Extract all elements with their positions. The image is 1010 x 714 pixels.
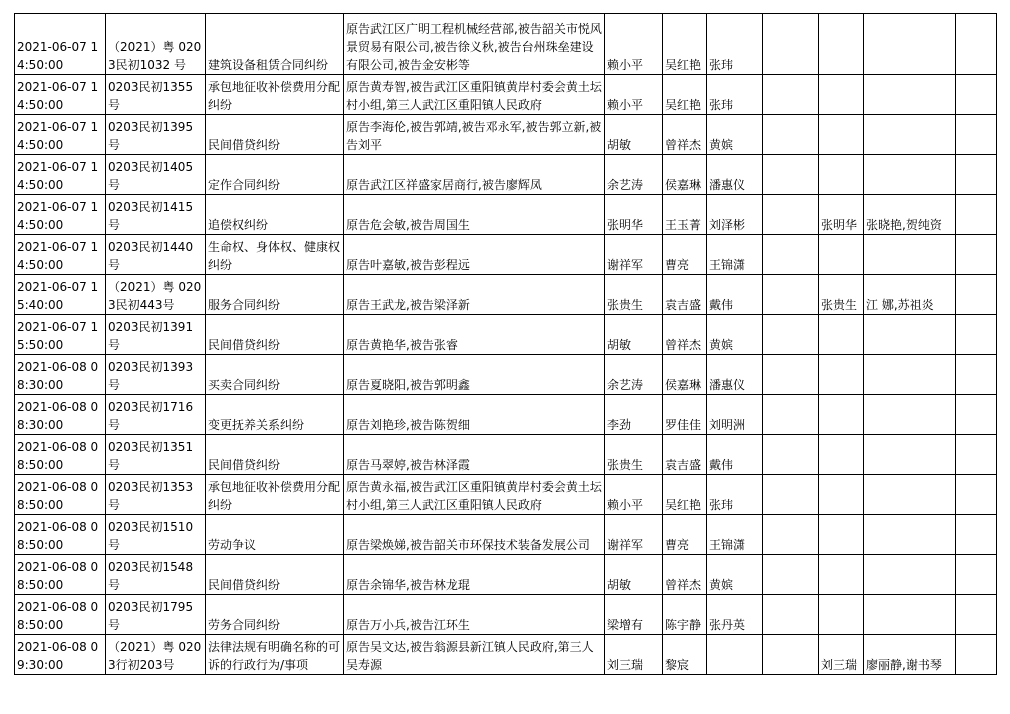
table-row (15, 515, 997, 555)
panel-member: 曾祥杰 (663, 315, 707, 355)
presiding-judge: 赖小平 (605, 475, 663, 515)
case-parties: 原告黄永福,被告武江区重阳镇黄岸村委会黄土坛村小组,第三人武江区重阳镇人民政府 (344, 475, 605, 515)
panel-member: 王玉菁 (663, 195, 707, 235)
panel-members-extra (864, 155, 956, 195)
blank-cell (956, 395, 997, 435)
panel-member: 袁吉盛 (663, 275, 707, 315)
panel-members-extra (864, 555, 956, 595)
case-cause: 劳务合同纠纷 (206, 595, 344, 635)
table-row (15, 275, 997, 315)
panel-members-extra (864, 475, 956, 515)
hearing-time: 2021-06-08 08:30:00 (15, 355, 106, 395)
case-parties: 原告李海伦,被告郭靖,被告邓永军,被告郭立新,被告刘平 (344, 115, 605, 155)
case-number: 0203民初1795 号 (106, 595, 206, 635)
case-number: 0203民初1351 号 (106, 435, 206, 475)
blank-cell (763, 555, 819, 595)
panel-members-extra: 江 娜,苏祖炎 (864, 275, 956, 315)
blank-cell (956, 275, 997, 315)
case-parties: 原告叶嘉敏,被告彭程远 (344, 235, 605, 275)
table-row (15, 75, 997, 115)
case-cause: 服务合同纠纷 (206, 275, 344, 315)
blank-cell (956, 515, 997, 555)
panel-member: 侯嘉琳 (663, 155, 707, 195)
blank-cell (763, 435, 819, 475)
presiding-judge: 张贵生 (605, 275, 663, 315)
hearing-time: 2021-06-07 14:50:00 (15, 115, 106, 155)
presiding-judge: 梁增有 (605, 595, 663, 635)
hearing-time: 2021-06-08 08:50:00 (15, 595, 106, 635)
panel-member: 张丹英 (707, 595, 763, 635)
blank-cell (763, 355, 819, 395)
panel-members-extra (864, 14, 956, 75)
panel-member (819, 515, 864, 555)
hearing-time: 2021-06-08 09:30:00 (15, 635, 106, 675)
case-number: （2021）粤 0203民初443号 (106, 275, 206, 315)
panel-member: 侯嘉琳 (663, 355, 707, 395)
panel-member: 吴红艳 (663, 75, 707, 115)
case-cause: 民间借贷纠纷 (206, 555, 344, 595)
table-row (15, 595, 997, 635)
panel-member: 黎宸 (663, 635, 707, 675)
case-parties: 原告刘艳珍,被告陈贺细 (344, 395, 605, 435)
presiding-judge: 赖小平 (605, 75, 663, 115)
case-number: 0203民初1510 号 (106, 515, 206, 555)
panel-member (819, 14, 864, 75)
panel-member: 张贵生 (819, 275, 864, 315)
hearing-time: 2021-06-07 15:40:00 (15, 275, 106, 315)
panel-members-extra (864, 75, 956, 115)
blank-cell (956, 195, 997, 235)
case-parties: 原告万小兵,被告江环生 (344, 595, 605, 635)
presiding-judge: 余艺涛 (605, 355, 663, 395)
table-row (15, 475, 997, 515)
blank-cell (956, 14, 997, 75)
case-cause: 生命权、身体权、健康权纠纷 (206, 235, 344, 275)
panel-members-extra (864, 515, 956, 555)
blank-cell (763, 315, 819, 355)
case-number: 0203民初1355 号 (106, 75, 206, 115)
panel-member: 吴红艳 (663, 475, 707, 515)
blank-cell (956, 75, 997, 115)
panel-member (707, 635, 763, 675)
case-number: （2021）粤 0203行初203号 (106, 635, 206, 675)
hearing-time: 2021-06-07 14:50:00 (15, 235, 106, 275)
presiding-judge: 赖小平 (605, 14, 663, 75)
presiding-judge: 胡敏 (605, 315, 663, 355)
blank-cell (956, 555, 997, 595)
case-parties: 原告王武龙,被告梁泽新 (344, 275, 605, 315)
panel-member (819, 75, 864, 115)
case-parties: 原告武江区祥盛家居商行,被告廖辉凤 (344, 155, 605, 195)
case-number: 0203民初1391 号 (106, 315, 206, 355)
panel-member: 陈宇静 (663, 595, 707, 635)
blank-cell (763, 515, 819, 555)
case-cause: 承包地征收补偿费用分配纠纷 (206, 475, 344, 515)
blank-cell (763, 395, 819, 435)
panel-member (819, 235, 864, 275)
case-cause: 民间借贷纠纷 (206, 435, 344, 475)
case-cause: 法律法规有明确名称的可诉的行政行为/事项 (206, 635, 344, 675)
blank-cell (956, 115, 997, 155)
panel-members-extra (864, 395, 956, 435)
case-cause: 变更抚养关系纠纷 (206, 395, 344, 435)
case-parties: 原告余锦华,被告林龙琨 (344, 555, 605, 595)
case-parties: 原告黄寿智,被告武江区重阳镇黄岸村委会黄土坛村小组,第三人武江区重阳镇人民政府 (344, 75, 605, 115)
case-parties: 原告夏晓阳,被告郭明鑫 (344, 355, 605, 395)
blank-cell (763, 595, 819, 635)
case-cause: 追偿权纠纷 (206, 195, 344, 235)
panel-member: 王锦潇 (707, 515, 763, 555)
table-row (15, 14, 997, 75)
case-cause: 承包地征收补偿费用分配纠纷 (206, 75, 344, 115)
hearing-time: 2021-06-08 08:30:00 (15, 395, 106, 435)
presiding-judge: 胡敏 (605, 115, 663, 155)
case-parties: 原告武江区广明工程机械经营部,被告韶关市悦风景贸易有限公司,被告徐义秋,被告台州珠垒建设有限公司,被告金安彬等 (344, 14, 605, 75)
case-cause: 建筑设备租赁合同纠纷 (206, 14, 344, 75)
case-parties: 原告梁焕娣,被告韶关市环保技术装备发展公司 (344, 515, 605, 555)
panel-member: 袁吉盛 (663, 435, 707, 475)
court-schedule-table (14, 13, 997, 675)
blank-cell (763, 475, 819, 515)
blank-cell (763, 635, 819, 675)
blank-cell (763, 115, 819, 155)
blank-cell (763, 14, 819, 75)
hearing-time: 2021-06-08 08:50:00 (15, 515, 106, 555)
presiding-judge: 谢祥军 (605, 235, 663, 275)
panel-member: 张明华 (819, 195, 864, 235)
panel-member: 王锦潇 (707, 235, 763, 275)
table-row (15, 155, 997, 195)
blank-cell (763, 75, 819, 115)
schedule-body (15, 14, 997, 675)
panel-member: 张玮 (707, 75, 763, 115)
table-row (15, 355, 997, 395)
panel-members-extra (864, 115, 956, 155)
table-row (15, 435, 997, 475)
presiding-judge: 李劲 (605, 395, 663, 435)
blank-cell (763, 235, 819, 275)
panel-member: 曾祥杰 (663, 555, 707, 595)
case-number: 0203民初1353 号 (106, 475, 206, 515)
panel-member: 张玮 (707, 475, 763, 515)
case-parties: 原告马翠婷,被告林泽霞 (344, 435, 605, 475)
panel-member (819, 475, 864, 515)
case-number: 0203民初1395 号 (106, 115, 206, 155)
presiding-judge: 胡敏 (605, 555, 663, 595)
case-parties: 原告危会敏,被告周国生 (344, 195, 605, 235)
panel-member (819, 315, 864, 355)
blank-cell (763, 275, 819, 315)
presiding-judge: 张贵生 (605, 435, 663, 475)
panel-member: 黄嫔 (707, 315, 763, 355)
presiding-judge: 张明华 (605, 195, 663, 235)
panel-members-extra (864, 595, 956, 635)
panel-member: 曹亮 (663, 515, 707, 555)
hearing-time: 2021-06-08 08:50:00 (15, 435, 106, 475)
blank-cell (763, 195, 819, 235)
case-number: 0203民初1716 号 (106, 395, 206, 435)
blank-cell (956, 635, 997, 675)
case-number: 0203民初1405 号 (106, 155, 206, 195)
panel-member: 黄嫔 (707, 115, 763, 155)
panel-members-extra (864, 235, 956, 275)
blank-cell (956, 315, 997, 355)
hearing-time: 2021-06-07 14:50:00 (15, 75, 106, 115)
panel-member (819, 435, 864, 475)
panel-member: 曾祥杰 (663, 115, 707, 155)
panel-member: 刘泽彬 (707, 195, 763, 235)
table-row (15, 395, 997, 435)
presiding-judge: 余艺涛 (605, 155, 663, 195)
panel-member (819, 155, 864, 195)
panel-member: 刘三瑞 (819, 635, 864, 675)
case-parties: 原告黄艳华,被告张睿 (344, 315, 605, 355)
panel-member: 罗佳佳 (663, 395, 707, 435)
hearing-time: 2021-06-08 08:50:00 (15, 475, 106, 515)
panel-member (819, 595, 864, 635)
case-number: 0203民初1548 号 (106, 555, 206, 595)
panel-members-extra: 张晓艳,贺纯资 (864, 195, 956, 235)
panel-member: 吴红艳 (663, 14, 707, 75)
panel-member: 戴伟 (707, 275, 763, 315)
panel-member (819, 115, 864, 155)
panel-members-extra (864, 435, 956, 475)
case-parties: 原告吴文达,被告翁源县新江镇人民政府,第三人吴寿源 (344, 635, 605, 675)
hearing-time: 2021-06-07 15:50:00 (15, 315, 106, 355)
panel-member: 戴伟 (707, 435, 763, 475)
case-cause: 民间借贷纠纷 (206, 115, 344, 155)
case-number: 0203民初1393 号 (106, 355, 206, 395)
blank-cell (956, 155, 997, 195)
table-row (15, 635, 997, 675)
table-row (15, 235, 997, 275)
case-number: （2021）粤 0203民初1032 号 (106, 14, 206, 75)
panel-member: 黄嫔 (707, 555, 763, 595)
panel-member: 张玮 (707, 14, 763, 75)
panel-member: 潘惠仪 (707, 355, 763, 395)
case-cause: 定作合同纠纷 (206, 155, 344, 195)
blank-cell (956, 435, 997, 475)
panel-member: 潘惠仪 (707, 155, 763, 195)
table-row (15, 115, 997, 155)
blank-cell (956, 595, 997, 635)
panel-member (819, 355, 864, 395)
case-number: 0203民初1440 号 (106, 235, 206, 275)
blank-cell (956, 355, 997, 395)
panel-member: 刘明洲 (707, 395, 763, 435)
hearing-time: 2021-06-08 08:50:00 (15, 555, 106, 595)
presiding-judge: 刘三瑞 (605, 635, 663, 675)
panel-members-extra (864, 355, 956, 395)
case-cause: 劳动争议 (206, 515, 344, 555)
case-cause: 民间借贷纠纷 (206, 315, 344, 355)
case-cause: 买卖合同纠纷 (206, 355, 344, 395)
blank-cell (956, 475, 997, 515)
hearing-time: 2021-06-07 14:50:00 (15, 14, 106, 75)
table-row (15, 315, 997, 355)
panel-members-extra: 廖丽静,谢书琴 (864, 635, 956, 675)
presiding-judge: 谢祥军 (605, 515, 663, 555)
case-number: 0203民初1415 号 (106, 195, 206, 235)
hearing-time: 2021-06-07 14:50:00 (15, 155, 106, 195)
panel-member: 曹亮 (663, 235, 707, 275)
table-row (15, 195, 997, 235)
blank-cell (956, 235, 997, 275)
table-row (15, 555, 997, 595)
blank-cell (763, 155, 819, 195)
panel-member (819, 395, 864, 435)
hearing-time: 2021-06-07 14:50:00 (15, 195, 106, 235)
panel-members-extra (864, 315, 956, 355)
panel-member (819, 555, 864, 595)
